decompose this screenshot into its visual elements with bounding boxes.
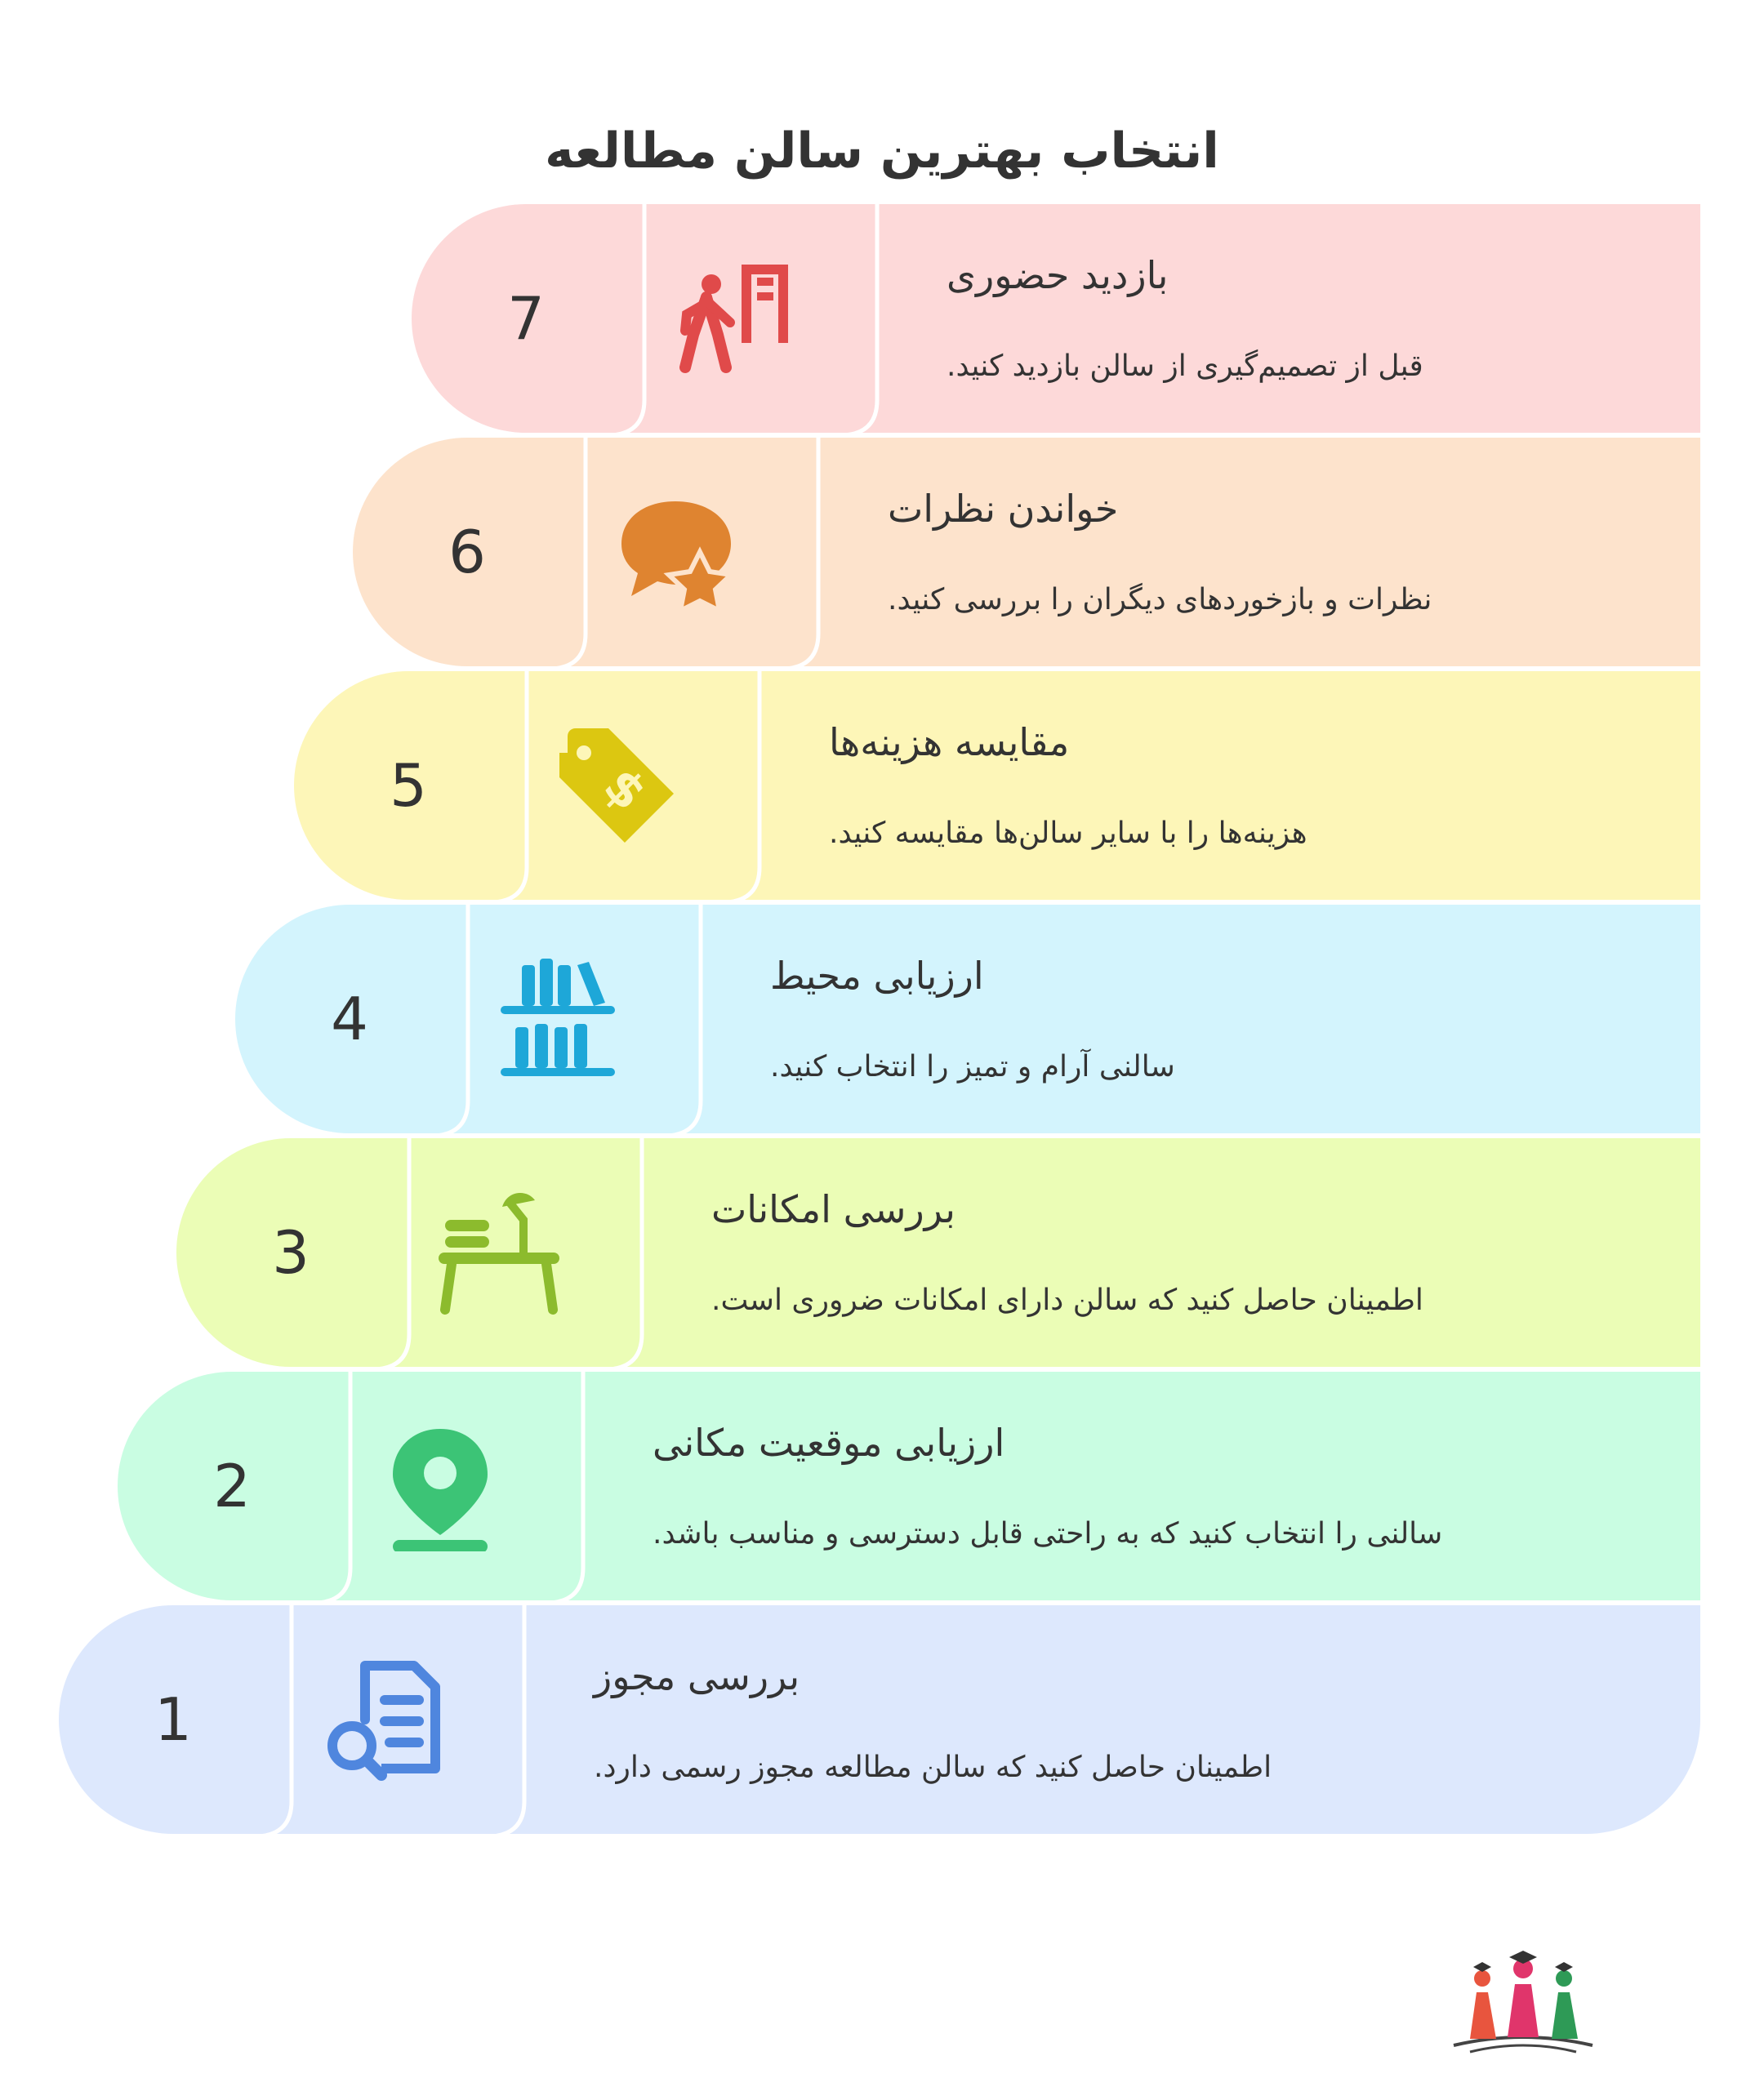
step-description: سالنی را انتخاب کنید که به راحتی قابل دسترسی و مناسب باشد. [653,1517,1443,1551]
step-description: سالنی آرام و تمیز را انتخاب کنید. [770,1050,1175,1084]
step-number: 5 [390,751,427,820]
step-4 [235,905,1700,1133]
step-6 [353,438,1700,666]
step-number: 7 [507,284,545,353]
location-pin-icon [367,1413,514,1560]
step-7 [412,204,1700,433]
step-description: قبل از تصمیم‌گیری از سالن بازدید کنید. [947,349,1423,383]
step-number: 1 [154,1685,192,1754]
price-tag-icon [543,712,690,859]
bookshelf-icon [484,946,631,1092]
students-logo-icon [1437,1947,1609,2070]
svg-text:$: $ [592,757,657,822]
step-description: اطمینان حاصل کنید که سالن مطالعه مجوز رسمی دارد. [594,1751,1272,1784]
step-5 [294,671,1700,900]
step-3 [176,1138,1700,1367]
step-background [176,1138,1700,1367]
step-background [353,438,1700,666]
desk-lamp-icon [425,1179,572,1326]
step-title: مقایسه هزینه‌ها [829,720,1070,764]
step-title: ارزیابی موقعیت مکانی [653,1421,1005,1465]
step-background [59,1605,1700,1834]
step-title: بررسی امکانات [711,1187,956,1231]
step-1 [59,1605,1700,1834]
step-number: 2 [213,1452,251,1520]
review-star-icon [602,478,749,625]
step-description: اطمینان حاصل کنید که سالن دارای امکانات ضروری است. [711,1284,1423,1317]
document-search-icon [308,1646,455,1793]
step-title: ارزیابی محیط [770,954,984,998]
step-title: بازدید حضوری [947,253,1169,297]
step-description: نظرات و بازخوردهای دیگران را بررسی کنید. [888,583,1432,616]
step-number: 3 [272,1218,310,1287]
step-number: 6 [448,518,486,586]
step-title: خواندن نظرات [888,487,1119,531]
step-background [118,1372,1700,1600]
step-title: بررسی مجوز [594,1654,800,1698]
step-background [294,671,1700,900]
step-number: 4 [331,985,368,1053]
page-title: انتخاب بهترین سالن مطالعه [545,122,1219,180]
walking-person-icon [661,245,808,392]
step-description: هزینه‌ها را با سایر سالن‌ها مقایسه کنید. [829,817,1307,850]
step-2 [118,1372,1700,1600]
step-background [235,905,1700,1133]
